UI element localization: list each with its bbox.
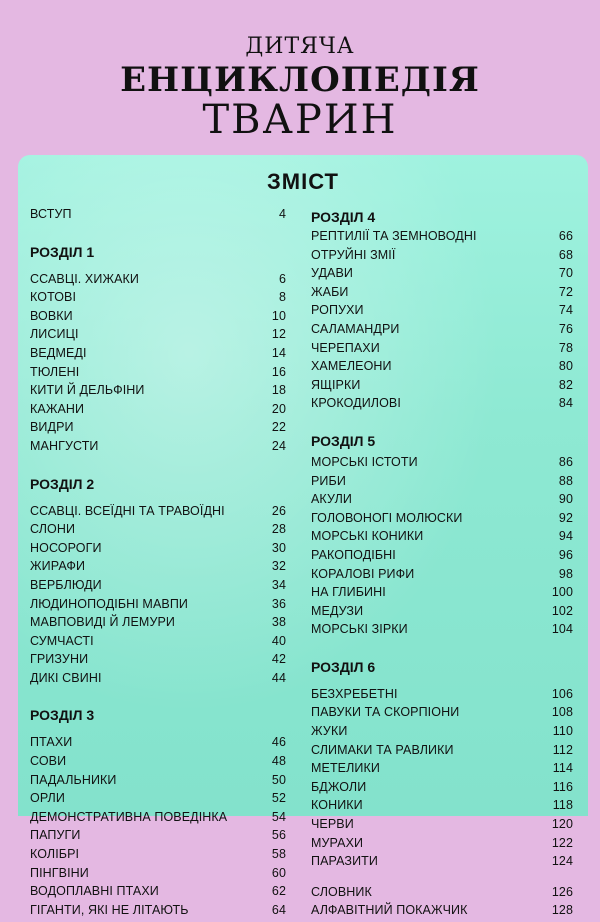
- toc-entry-page: 28: [271, 522, 286, 537]
- toc-entry-page: 34: [271, 577, 286, 592]
- toc-entry-page: 8: [278, 290, 286, 305]
- toc-entry-label: УДАВИ: [311, 266, 354, 281]
- toc-entry-page: 102: [551, 603, 573, 618]
- toc-entry-label: РАКОПОДІБНІ: [311, 547, 396, 562]
- contents-title: ЗМІСТ: [267, 169, 339, 194]
- toc-entry[interactable]: [311, 266, 573, 285]
- toc-entry[interactable]: [30, 773, 286, 792]
- toc-entry-label: МУРАХИ: [311, 835, 364, 850]
- toc-entry-label: ЖУКИ: [311, 724, 348, 739]
- toc-entry[interactable]: [30, 439, 286, 458]
- toc-entry-page: 98: [558, 566, 573, 581]
- toc-entry-label: МЕДУЗИ: [311, 603, 364, 618]
- toc-entry-label: САЛАМАНДРИ: [311, 321, 400, 336]
- toc-entry-page: 70: [558, 266, 573, 281]
- toc-entry[interactable]: [311, 585, 573, 604]
- toc-entry-label: ДЕМОНСТРАТИВНА ПОВЕДІНКА: [30, 809, 228, 824]
- toc-entry[interactable]: [30, 634, 286, 653]
- toc-entry[interactable]: [311, 903, 573, 922]
- toc-entry-page: 50: [271, 772, 286, 787]
- toc-entry[interactable]: [311, 604, 573, 623]
- toc-entry-label: БЕЗХРЕБЕТНІ: [311, 686, 398, 701]
- toc-entry[interactable]: [311, 341, 573, 360]
- toc-entry-label: ТЮЛЕНІ: [30, 364, 80, 379]
- toc-entry[interactable]: [30, 272, 286, 291]
- contents-column-left: [30, 207, 286, 921]
- toc-entry[interactable]: [30, 327, 286, 346]
- toc-entry-label: КИТИ Й ДЕЛЬФІНИ: [30, 383, 145, 398]
- toc-entry-label: СЛОВНИК: [311, 884, 372, 899]
- toc-entry[interactable]: [30, 671, 286, 690]
- toc-entry-label: СЛИМАКИ ТА РАВЛИКИ: [311, 742, 454, 757]
- toc-entry-label: СОВИ: [30, 754, 67, 769]
- toc-entry-label: ЯЩІРКИ: [311, 377, 361, 392]
- toc-entry-label: ОТРУЙНІ ЗМІЇ: [311, 247, 396, 262]
- toc-entry-page: 26: [271, 503, 286, 518]
- header-line-1: ДИТЯЧА: [245, 34, 355, 59]
- toc-entry-page: 64: [271, 902, 286, 917]
- toc-entry-label: ВЕРБЛЮДИ: [30, 577, 102, 592]
- toc-entry-label: ПІНГВІНИ: [30, 865, 89, 880]
- toc-entry-label: ВСТУП: [30, 207, 72, 221]
- toc-entry-label: ХАМЕЛЕОНИ: [311, 359, 392, 374]
- toc-entry-label: НА ГЛИБИНІ: [311, 585, 386, 600]
- toc-entry-page: 104: [551, 622, 573, 637]
- toc-entry[interactable]: [311, 248, 573, 267]
- header-line-2: ЕНЦИКЛОПЕДІЯ: [120, 60, 480, 100]
- toc-entry-page: 6: [278, 271, 286, 286]
- toc-entry[interactable]: [30, 847, 286, 866]
- toc-entry-page: 84: [558, 396, 573, 411]
- toc-entry-page: 18: [271, 383, 286, 398]
- toc-entry-label: КОТОВІ: [30, 290, 77, 305]
- book-header: [0, 0, 600, 150]
- toc-entry[interactable]: [30, 290, 286, 309]
- toc-entry[interactable]: [311, 836, 573, 855]
- toc-entry-page: 10: [271, 308, 286, 323]
- toc-entry-label: КОРАЛОВІ РИФИ: [311, 566, 415, 581]
- toc-entry[interactable]: [30, 383, 286, 402]
- toc-entry[interactable]: [30, 541, 286, 560]
- section-heading-3: РОЗДІЛ 3: [30, 707, 95, 724]
- section-heading-4: РОЗДІЛ 4: [311, 209, 376, 225]
- toc-entry-label: РИБИ: [311, 473, 346, 488]
- contents-column-right: [311, 207, 573, 922]
- toc-entry-label: СУМЧАСТІ: [30, 633, 94, 648]
- section-1-list: [30, 272, 286, 458]
- toc-entry-label: ОРЛИ: [30, 791, 65, 806]
- toc-entry-label: ЖАБИ: [311, 284, 349, 299]
- toc-entry-page: 78: [558, 340, 573, 355]
- toc-entry-label: КАЖАНИ: [30, 401, 85, 416]
- toc-entry-label: ЖИРАФИ: [30, 559, 86, 574]
- toc-entry[interactable]: [30, 597, 286, 616]
- toc-entry[interactable]: [30, 735, 286, 754]
- toc-entry-page: 30: [271, 540, 286, 555]
- toc-entry-page: 62: [271, 884, 286, 899]
- toc-entry[interactable]: [311, 359, 573, 378]
- toc-entry[interactable]: [30, 402, 286, 421]
- toc-entry-page: 86: [558, 454, 573, 469]
- toc-entry-label: РЕПТИЛІЇ ТА ЗЕМНОВОДНІ: [311, 229, 477, 243]
- toc-entry-page: 90: [558, 492, 573, 507]
- toc-entry-page: 112: [552, 742, 573, 757]
- toc-entry[interactable]: [30, 884, 286, 903]
- toc-entry-page: 88: [558, 473, 573, 488]
- toc-entry-page: 12: [271, 327, 286, 342]
- toc-entry-page: 4: [278, 207, 286, 221]
- toc-entry[interactable]: [30, 578, 286, 597]
- toc-entry-page: 108: [551, 705, 573, 720]
- toc-entry-page: 120: [551, 817, 573, 832]
- toc-entry-label: АКУЛИ: [311, 492, 352, 507]
- toc-entry-page: 94: [558, 529, 573, 544]
- toc-entry-label: ЛЮДИНОПОДІБНІ МАВПИ: [30, 596, 188, 611]
- toc-entry[interactable]: [311, 724, 573, 743]
- toc-entry[interactable]: [311, 229, 573, 248]
- toc-entry-label: ВОДОПЛАВНІ ПТАХИ: [30, 884, 159, 899]
- contents-panel: [18, 155, 588, 918]
- toc-entry-intro[interactable]: [30, 207, 286, 226]
- toc-entry-label: МОРСЬКІ КОНИКИ: [311, 529, 424, 544]
- toc-entry[interactable]: [311, 622, 573, 641]
- toc-entry[interactable]: [30, 420, 286, 439]
- toc-entry[interactable]: [311, 455, 573, 474]
- toc-entry[interactable]: [30, 522, 286, 541]
- toc-entry-label: ВИДРИ: [30, 420, 74, 435]
- toc-entry[interactable]: [311, 761, 573, 780]
- toc-entry[interactable]: [311, 529, 573, 548]
- toc-entry-page: 16: [271, 364, 286, 379]
- toc-entry[interactable]: [311, 780, 573, 799]
- toc-entry[interactable]: [30, 810, 286, 829]
- toc-entry[interactable]: [311, 396, 573, 415]
- toc-entry-page: 122: [551, 835, 573, 850]
- toc-entry-page: 116: [552, 779, 573, 794]
- toc-entry[interactable]: [30, 559, 286, 578]
- toc-entry-page: 68: [558, 247, 573, 262]
- toc-entry[interactable]: [311, 378, 573, 397]
- toc-entry-page: 100: [551, 585, 573, 600]
- toc-entry[interactable]: [30, 754, 286, 773]
- toc-entry[interactable]: [30, 866, 286, 885]
- toc-entry-label: ПАВУКИ ТА СКОРПІОНИ: [311, 705, 460, 720]
- toc-entry[interactable]: [30, 903, 286, 922]
- toc-entry-label: БДЖОЛИ: [311, 779, 367, 794]
- toc-entry[interactable]: [311, 474, 573, 493]
- toc-entry-label: ЧЕРЕПАХИ: [311, 340, 380, 355]
- toc-entry[interactable]: [30, 309, 286, 328]
- toc-entry[interactable]: [30, 791, 286, 810]
- toc-entry-label: ГОЛОВОНОГІ МОЛЮСКИ: [311, 510, 463, 525]
- toc-entry-page: 76: [558, 321, 573, 336]
- toc-entry-label: ЛИСИЦІ: [30, 327, 79, 342]
- toc-entry-label: НОСОРОГИ: [30, 540, 102, 555]
- section-4-list: [311, 229, 573, 415]
- toc-entry-page: 32: [271, 559, 286, 574]
- toc-entry-label: ПТАХИ: [30, 735, 73, 750]
- toc-entry-page: 14: [271, 345, 286, 360]
- toc-entry-label: ДИКІ СВИНІ: [30, 670, 102, 685]
- toc-entry-page: 58: [271, 847, 286, 862]
- toc-entry-label: АЛФАВІТНИЙ ПОКАЖЧИК: [311, 903, 468, 918]
- toc-entry[interactable]: [30, 652, 286, 671]
- toc-entry-page: 24: [271, 438, 286, 453]
- toc-entry-label: ЧЕРВИ: [311, 817, 354, 832]
- toc-entry[interactable]: [311, 285, 573, 304]
- toc-entry-label: МЕТЕЛИКИ: [311, 761, 380, 776]
- section-2-list: [30, 504, 286, 690]
- toc-entry-page: 118: [552, 798, 573, 813]
- toc-entry[interactable]: [311, 511, 573, 530]
- section-5-list: [311, 455, 573, 641]
- toc-entry-label: МАВПОВИДІ Й ЛЕМУРИ: [30, 615, 176, 630]
- toc-entry-label: ВОВКИ: [30, 308, 73, 323]
- toc-entry-label: ПАРАЗИТИ: [311, 854, 378, 869]
- toc-entry-page: 80: [558, 359, 573, 374]
- section-3-list: [30, 735, 286, 921]
- section-heading-2: РОЗДІЛ 2: [30, 475, 95, 492]
- toc-entry-label: ПАПУГИ: [30, 828, 81, 843]
- toc-entry-page: 124: [551, 854, 573, 869]
- toc-entry[interactable]: [30, 504, 286, 523]
- toc-entry-page: 38: [271, 615, 286, 630]
- toc-entry-label: КОНИКИ: [311, 798, 363, 813]
- toc-entry[interactable]: [311, 705, 573, 724]
- toc-entry-label: МОРСЬКІ ІСТОТИ: [311, 454, 418, 469]
- toc-entry-label: ПАДАЛЬНИКИ: [30, 772, 117, 787]
- toc-entry[interactable]: [311, 687, 573, 706]
- toc-entry-page: 126: [551, 884, 573, 899]
- toc-entry-page: 114: [552, 761, 573, 776]
- toc-entry[interactable]: [311, 817, 573, 836]
- toc-entry[interactable]: [311, 743, 573, 762]
- toc-entry-page: 92: [558, 510, 573, 525]
- toc-entry[interactable]: [311, 567, 573, 586]
- toc-entry-page: 48: [271, 754, 286, 769]
- toc-entry-page: 60: [271, 865, 286, 880]
- toc-entry-page: 82: [558, 377, 573, 392]
- toc-entry[interactable]: [30, 615, 286, 634]
- toc-entry-label: КОЛІБРІ: [30, 847, 80, 862]
- toc-entry[interactable]: [311, 492, 573, 511]
- toc-entry[interactable]: [311, 303, 573, 322]
- toc-entry-page: 56: [271, 828, 286, 843]
- toc-entry-page: 74: [558, 303, 573, 318]
- toc-entry-label: МОРСЬКІ ЗІРКИ: [311, 622, 408, 637]
- toc-entry-label: МАНГУСТИ: [30, 438, 99, 453]
- toc-entry[interactable]: [311, 798, 573, 817]
- toc-entry-page: 66: [558, 229, 573, 243]
- toc-entry-page: 42: [271, 652, 286, 667]
- toc-entry-page: 110: [552, 724, 573, 739]
- toc-entry-page: 20: [271, 401, 286, 416]
- toc-entry[interactable]: [30, 346, 286, 365]
- toc-entry[interactable]: [311, 322, 573, 341]
- section-heading-5: РОЗДІЛ 5: [311, 432, 376, 449]
- toc-entry-label: ССАВЦІ. ВСЕЇДНІ ТА ТРАВОЇДНІ: [30, 503, 225, 518]
- toc-entry[interactable]: [30, 365, 286, 384]
- toc-entry-label: КРОКОДИЛОВІ: [311, 396, 401, 411]
- toc-entry-page: 44: [271, 670, 286, 685]
- toc-entry-page: 36: [271, 596, 286, 611]
- toc-entry[interactable]: [311, 854, 573, 873]
- toc-entry-page: 128: [551, 903, 573, 918]
- toc-entry-label: ССАВЦІ. ХИЖАКИ: [30, 271, 139, 286]
- toc-entry[interactable]: [311, 548, 573, 567]
- toc-entry-label: СЛОНИ: [30, 522, 76, 537]
- toc-entry-page: 54: [271, 809, 286, 824]
- toc-entry[interactable]: [30, 828, 286, 847]
- toc-entry-label: РОПУХИ: [311, 303, 364, 318]
- toc-entry-page: 46: [271, 735, 286, 750]
- toc-entry-page: 96: [558, 547, 573, 562]
- end-matter-list: [311, 885, 573, 922]
- toc-entry-label: ВЕДМЕДІ: [30, 345, 87, 360]
- toc-entry-label: ГРИЗУНИ: [30, 652, 89, 667]
- toc-entry-page: 106: [551, 686, 573, 701]
- section-heading-1: РОЗДІЛ 1: [30, 243, 95, 260]
- toc-entry-page: 40: [271, 633, 286, 648]
- section-heading-6: РОЗДІЛ 6: [311, 658, 376, 675]
- section-6-list: [311, 687, 573, 873]
- toc-entry-page: 52: [271, 791, 286, 806]
- toc-entry[interactable]: [311, 885, 573, 904]
- header-line-3: ТВАРИН: [202, 97, 398, 143]
- toc-entry-label: ГІГАНТИ, ЯКІ НЕ ЛІТАЮТЬ: [30, 902, 189, 917]
- toc-entry-page: 22: [271, 420, 286, 435]
- toc-entry-page: 72: [558, 284, 573, 299]
